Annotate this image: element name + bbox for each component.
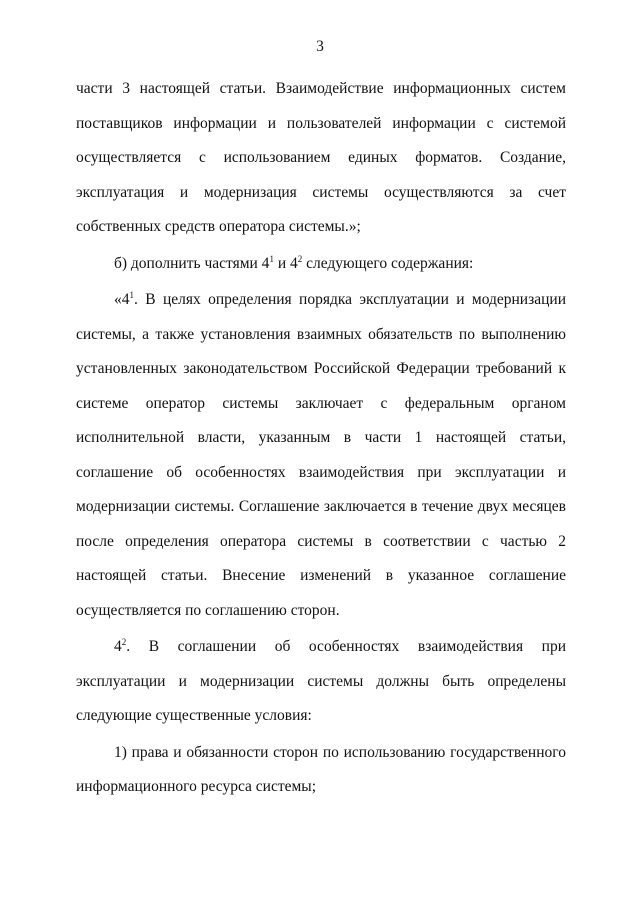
paragraph-2-sup-1: 1 [269, 253, 274, 264]
paragraph-3 [76, 283, 566, 628]
paragraph-4-text: . В соглашении об особенностях взаимодействия при эксплуатации и модернизации системы должны быть определены следующие существенные условия: [76, 638, 566, 724]
paragraph-2-text-b: и 4 [273, 254, 298, 272]
paragraph-3-prefix: «4 [114, 291, 130, 308]
paragraph-4-prefix: 4 [114, 638, 122, 655]
paragraph-2-text-a: б) дополнить частями 4 [114, 254, 270, 272]
paragraph-2 [76, 247, 566, 282]
paragraph-4 [76, 630, 566, 734]
paragraph-2-sup-2: 2 [297, 253, 303, 264]
paragraph-5: 1) права и обязанности сторон по использованию государственного информационного ресурса системы; [76, 743, 566, 795]
paragraph-4-sup: 2 [121, 636, 127, 647]
paragraph-1: части 3 настоящей статьи. Взаимодействие информационных систем поставщиков информации и пользователей информации с системой осуществляется с использованием единых форматов. Создание, эксплуатация и модернизация системы осуществляются за счет собственных средств оператора системы.»; [76, 80, 566, 235]
paragraph-2-text-c: следующего содержания: [302, 254, 474, 272]
document-body [76, 72, 566, 805]
paragraph-3-sup: 1 [129, 289, 134, 300]
page-number: 3 [316, 38, 324, 55]
paragraph-3-text: . В целях определения порядка эксплуатации и модернизации системы, а также установления взаимных обязательств по выполнению установленных законодательством Российской Федерации требований к системе оператор системы заключает с федеральным органом исполнительной власти, указанным в части 1 настоящей статьи, соглашение об особенностях взаимодействия при эксплуатации и модернизации системы. Соглашение заключается в течение двух месяцев после определения оператора системы в соответствии с частью 2 настоящей статьи. Внесение изменений в указанное соглашение осуществляется по соглашению сторон. [76, 291, 566, 619]
